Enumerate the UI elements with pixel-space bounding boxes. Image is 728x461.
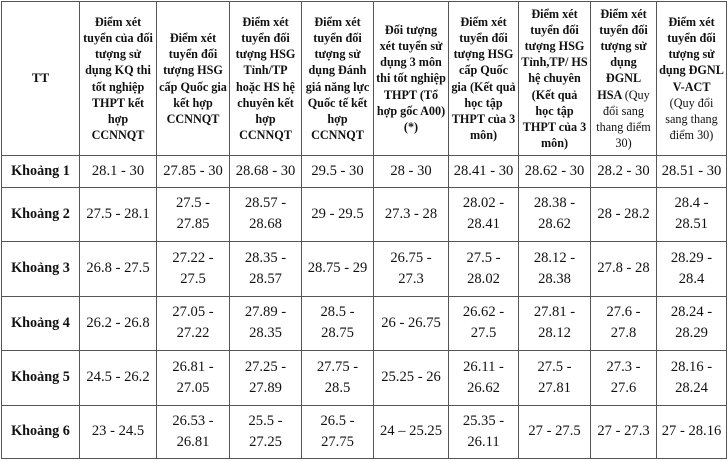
table-cell: 28.2 - 30 (591, 156, 657, 188)
table-cell: 28.68 - 30 (230, 156, 302, 188)
table-cell: 28.35 - 28.57 (230, 242, 302, 296)
table-cell: 28.57 - 28.68 (230, 187, 302, 241)
table-cell: 29.5 - 30 (302, 156, 374, 188)
table-cell: 25.35 - 26.11 (449, 405, 519, 458)
header-bold: Điểm xét tuyển đối tượng HSG cấp Quốc gia kết hợp CCNNQT (159, 30, 227, 126)
header-bold: Đối tượng xét tuyển sử dụng 3 môn thi tốt nghiệp THPT (Tổ hợp gốc A00) (*) (376, 22, 446, 134)
table-cell: 28.02 - 28.41 (449, 187, 519, 241)
table-cell: 25.25 - 26 (374, 351, 449, 405)
table-cell: 27.6 - 27.8 (591, 296, 657, 350)
table-cell: 28.29 - 28.4 (657, 242, 727, 296)
table-row (2, 242, 727, 296)
table-cell: 27.5 - 28.02 (449, 242, 519, 296)
table-row (2, 187, 727, 241)
table-cell: 26.8 - 27.5 (80, 242, 157, 296)
row-label: Khoảng 4 (2, 296, 80, 350)
table-cell: 27.8 - 28 (591, 242, 657, 296)
table-cell: 27.5 - 28.1 (80, 187, 157, 241)
table-cell: 27.89 - 28.35 (230, 296, 302, 350)
table-cell: 27.75 - 28.5 (302, 351, 374, 405)
header-cell (2, 2, 80, 156)
row-label: Khoảng 5 (2, 351, 80, 405)
header-bold: TT (31, 70, 50, 86)
table-cell: 26.75 - 27.3 (374, 242, 449, 296)
table-cell: 25.5 - 27.25 (230, 405, 302, 458)
header-bold: Điểm xét tuyển đối tượng HSG Tỉnh/TP hoặc HS hệ chuyên kết hợp CCNNQT (235, 14, 296, 143)
table-cell: 26 - 26.75 (374, 296, 449, 350)
table-cell: 28.12 - 28.38 (519, 242, 591, 296)
table-row (2, 156, 727, 188)
header-bold: Điểm xét tuyển đối tượng sử dụng Đánh giá năng lực Quốc tế kết hợp CCNNQT (305, 14, 370, 143)
table-cell: 26.81 - 27.05 (157, 351, 230, 405)
table-cell: 27 - 27.3 (591, 405, 657, 458)
header-bold: Điểm xét tuyển đối tượng HSG Tỉnh,TP/ HS hệ chuyên (Kết quả học tập THPT của 3 môn) (521, 6, 588, 151)
table-cell: 26.11 - 26.62 (449, 351, 519, 405)
table-row (2, 405, 727, 458)
table-cell: 28.4 - 28.51 (657, 187, 727, 241)
row-label: Khoảng 2 (2, 187, 80, 241)
row-label: Khoảng 1 (2, 156, 80, 188)
table-cell: 27.3 - 27.6 (591, 351, 657, 405)
table-cell: 27.25 - 27.89 (230, 351, 302, 405)
table-cell: 26.53 - 26.81 (157, 405, 230, 458)
table-cell: 29 - 29.5 (302, 187, 374, 241)
table-cell: 27 - 28.16 (657, 405, 727, 458)
header-bold: Điểm xét tuyển đối tượng sử dụng ĐGNL V-ACT (659, 14, 724, 94)
header-bold: Điểm xét tuyển của đối tượng sử dụng KQ thi tốt nghiệp THPT kết hợp CCNNQT (83, 14, 153, 143)
table-cell: 27.22 - 27.5 (157, 242, 230, 296)
table-cell: 27 - 27.5 (519, 405, 591, 458)
table-row (2, 351, 727, 405)
header-cell (519, 2, 591, 156)
table-cell: 24 – 25.25 (374, 405, 449, 458)
table-cell: 24.5 - 26.2 (80, 351, 157, 405)
table-cell: 27.5 - 27.85 (157, 187, 230, 241)
table-cell: 28.51 - 30 (657, 156, 727, 188)
table-cell: 23 - 24.5 (80, 405, 157, 458)
table-cell: 28 - 28.2 (591, 187, 657, 241)
table-cell: 28.16 - 28.24 (657, 351, 727, 405)
header-note: (Quy đổi sang thang điểm 30) (596, 87, 651, 151)
table-cell: 27.85 - 30 (157, 156, 230, 188)
table-cell: 28.62 - 30 (519, 156, 591, 188)
header-cell (230, 2, 302, 156)
table-cell: 27.3 - 28 (374, 187, 449, 241)
header-row (2, 2, 727, 156)
header-cell (591, 2, 657, 156)
table-cell: 28.75 - 29 (302, 242, 374, 296)
table-cell: 26.62 - 27.5 (449, 296, 519, 350)
header-cell (80, 2, 157, 156)
header-bold: Điểm xét tuyển đối tượng HSG cấp Quốc gia (Kết quả học tập THPT của 3 môn) (451, 14, 516, 143)
table-cell: 27.05 - 27.22 (157, 296, 230, 350)
table-cell: 28.38 - 28.62 (519, 187, 591, 241)
table-row (2, 296, 727, 350)
table-cell: 28.5 - 28.75 (302, 296, 374, 350)
header-cell (374, 2, 449, 156)
header-bold: Điểm xét tuyển đối tượng sử dụng ĐGNL HSA (597, 6, 648, 102)
header-note: (Quy đổi sang thang điểm 30) (665, 95, 718, 143)
table-cell: 28.41 - 30 (449, 156, 519, 188)
table-cell: 26.5 - 27.75 (302, 405, 374, 458)
row-label: Khoảng 6 (2, 405, 80, 458)
header-cell (449, 2, 519, 156)
row-label: Khoảng 3 (2, 242, 80, 296)
table-cell: 27.81 - 28.12 (519, 296, 591, 350)
table-cell: 28.1 - 30 (80, 156, 157, 188)
header-cell (157, 2, 230, 156)
header-cell (302, 2, 374, 156)
header-cell (657, 2, 727, 156)
table-cell: 28 - 30 (374, 156, 449, 188)
table-cell: 26.2 - 26.8 (80, 296, 157, 350)
table-cell: 28.24 - 28.29 (657, 296, 727, 350)
table-cell: 27.5 - 27.81 (519, 351, 591, 405)
score-table (1, 1, 727, 459)
